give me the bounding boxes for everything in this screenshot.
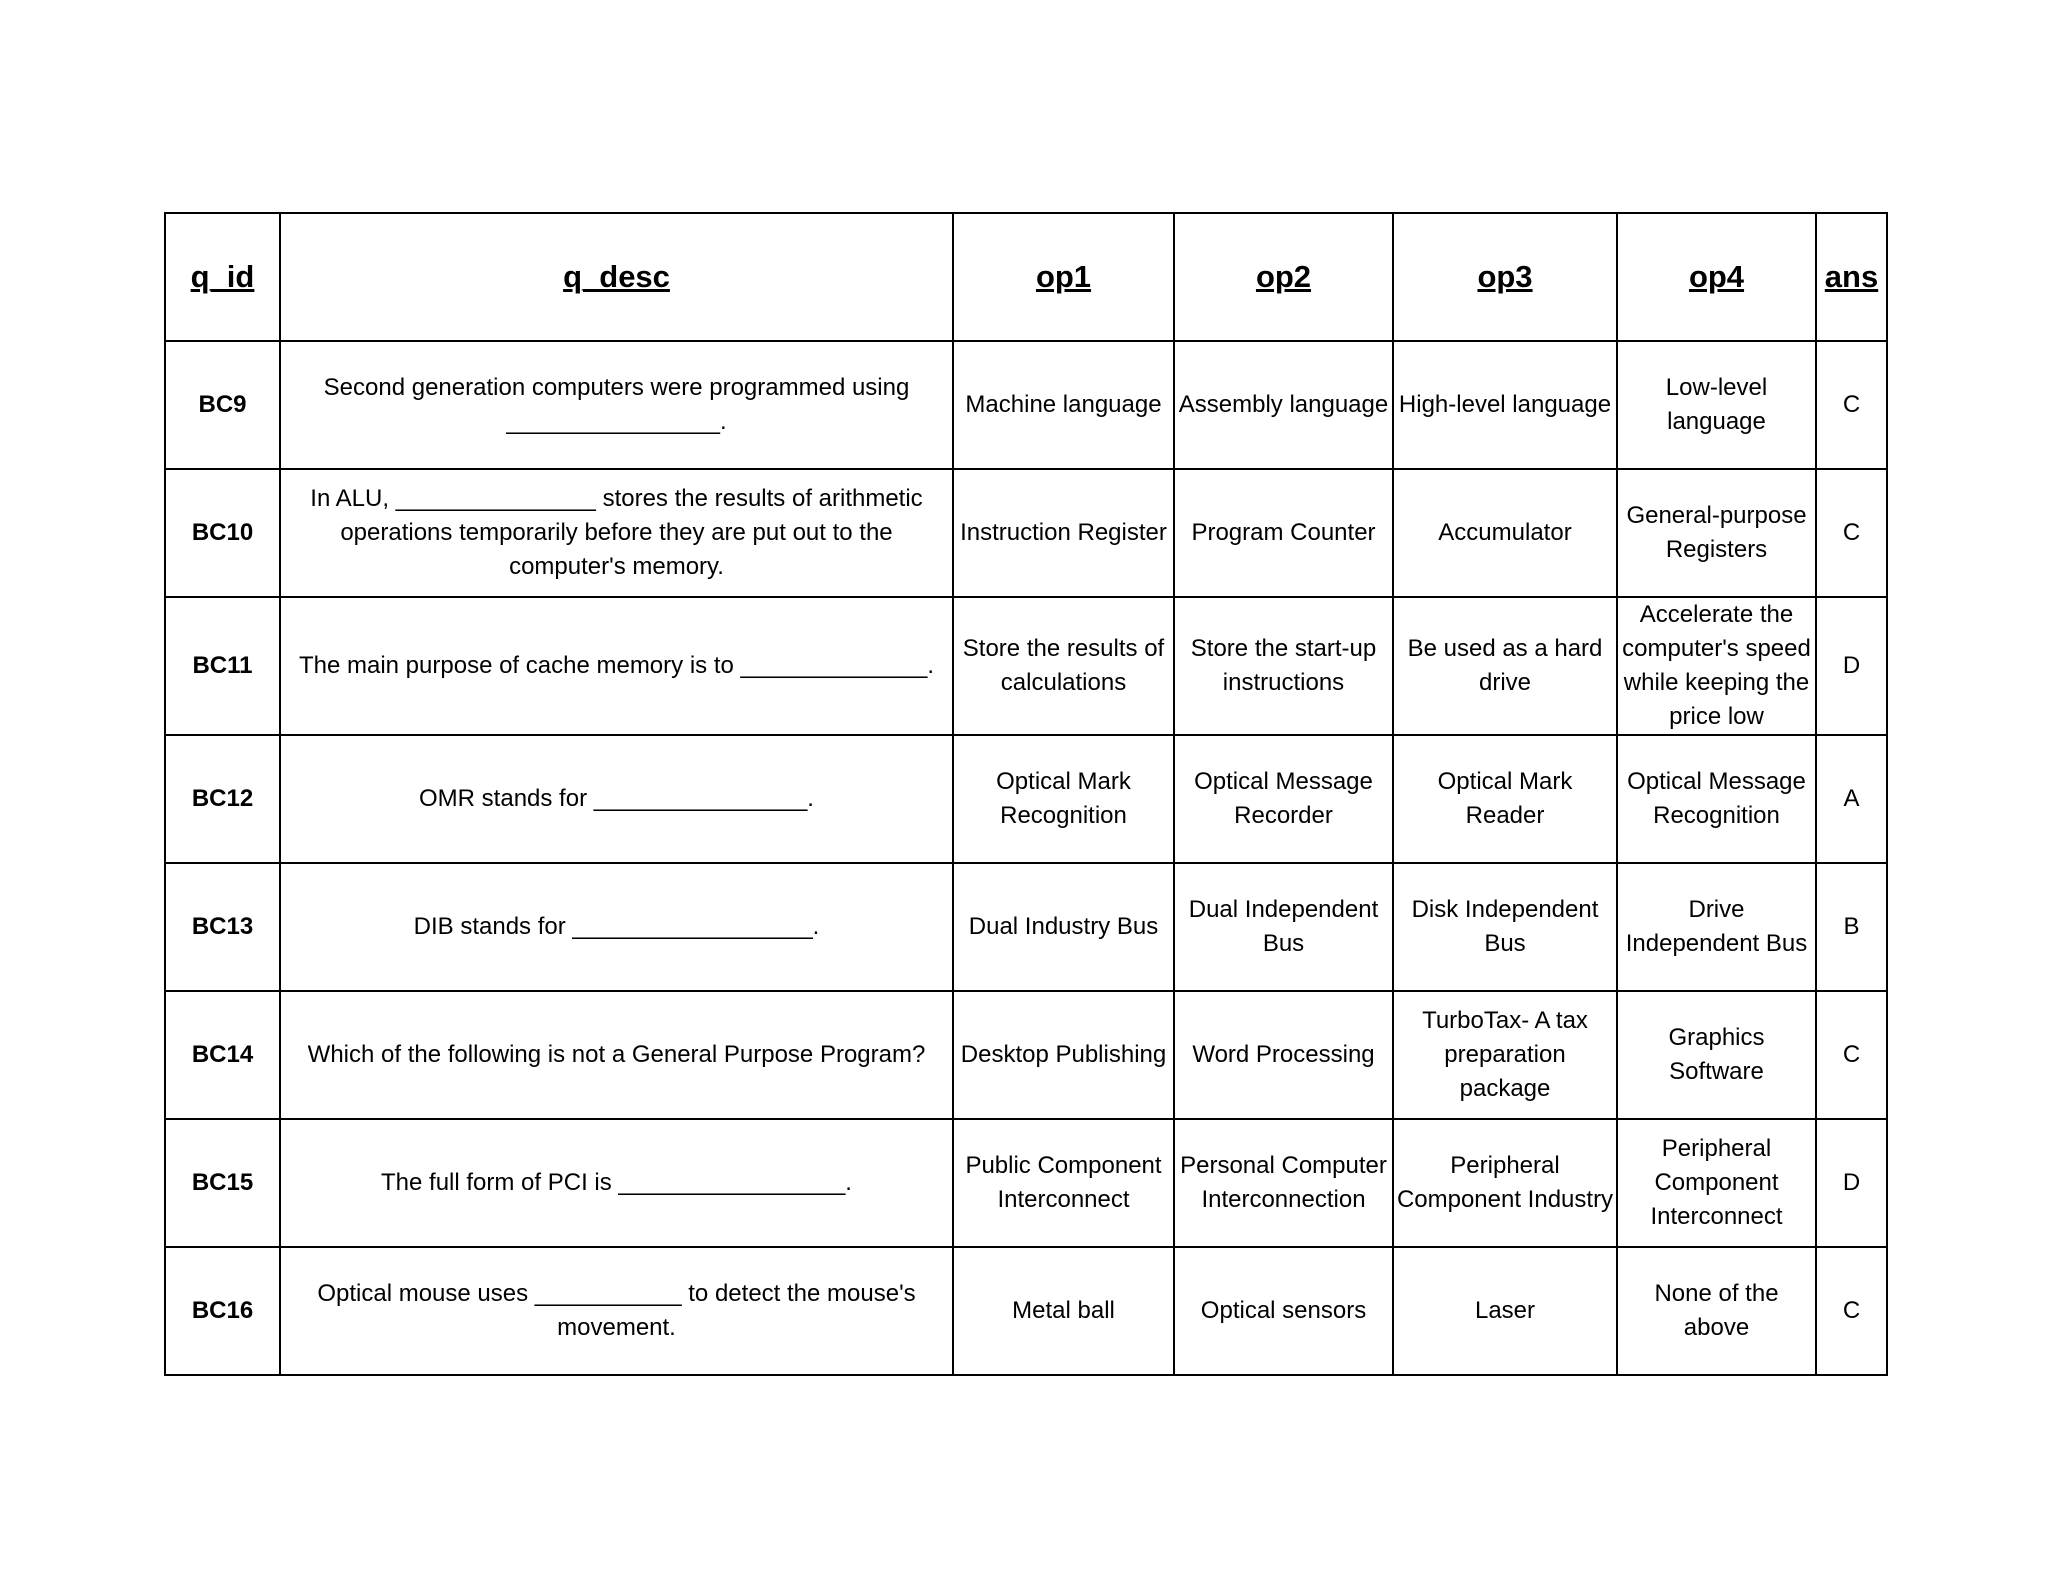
table-row [165, 469, 1887, 597]
op3-cell: Peripheral Component Industry [1393, 1119, 1617, 1247]
q-desc-cell: DIB stands for __________________. [280, 863, 953, 991]
op3-cell: Accumulator [1393, 469, 1617, 597]
op3-cell: Optical Mark Reader [1393, 735, 1617, 863]
op3-cell: Laser [1393, 1247, 1617, 1375]
ans-cell: C [1816, 991, 1887, 1119]
op2-cell: Dual Independent Bus [1174, 863, 1393, 991]
q-id-cell: BC9 [165, 341, 280, 469]
q-id-cell: BC15 [165, 1119, 280, 1247]
q-id-cell: BC12 [165, 735, 280, 863]
header-op4: op4 [1617, 213, 1816, 341]
op1-cell: Instruction Register [953, 469, 1174, 597]
op4-cell: Peripheral Component Interconnect [1617, 1119, 1816, 1247]
op1-cell: Desktop Publishing [953, 991, 1174, 1119]
header-ans: ans [1816, 213, 1887, 341]
op1-cell: Public Component Interconnect [953, 1119, 1174, 1247]
table-row [165, 597, 1887, 735]
op1-cell: Machine language [953, 341, 1174, 469]
q-desc-cell: In ALU, _______________ stores the results of arithmetic operations temporarily before they are put out to the computer's memory. [280, 469, 953, 597]
op4-cell: Low-level language [1617, 341, 1816, 469]
ans-cell: C [1816, 1247, 1887, 1375]
op3-cell: Be used as a hard drive [1393, 597, 1617, 735]
op1-cell: Dual Industry Bus [953, 863, 1174, 991]
header-op3: op3 [1393, 213, 1617, 341]
q-desc-cell: The main purpose of cache memory is to ______________. [280, 597, 953, 735]
op4-cell: Optical Message Recognition [1617, 735, 1816, 863]
op2-cell: Optical Message Recorder [1174, 735, 1393, 863]
ans-cell: B [1816, 863, 1887, 991]
question-table [164, 212, 1888, 1376]
header-q-id: q_id [165, 213, 280, 341]
q-desc-cell: Which of the following is not a General Purpose Program? [280, 991, 953, 1119]
q-id-cell: BC10 [165, 469, 280, 597]
op2-cell: Optical sensors [1174, 1247, 1393, 1375]
table-row [165, 1247, 1887, 1375]
q-desc-cell: OMR stands for ________________. [280, 735, 953, 863]
q-id-cell: BC13 [165, 863, 280, 991]
header-op2: op2 [1174, 213, 1393, 341]
q-desc-cell: Optical mouse uses ___________ to detect the mouse's movement. [280, 1247, 953, 1375]
header-q-desc: q_desc [280, 213, 953, 341]
op3-cell: High-level language [1393, 341, 1617, 469]
q-id-cell: BC14 [165, 991, 280, 1119]
op4-cell: General-purpose Registers [1617, 469, 1816, 597]
question-sheet [164, 212, 1886, 1365]
q-id-cell: BC11 [165, 597, 280, 735]
ans-cell: A [1816, 735, 1887, 863]
header-row [165, 213, 1887, 341]
q-desc-cell: Second generation computers were programmed using ________________. [280, 341, 953, 469]
ans-cell: C [1816, 341, 1887, 469]
op3-cell: Disk Independent Bus [1393, 863, 1617, 991]
header-op1: op1 [953, 213, 1174, 341]
table-row [165, 991, 1887, 1119]
op1-cell: Store the results of calculations [953, 597, 1174, 735]
op2-cell: Program Counter [1174, 469, 1393, 597]
op4-cell: Graphics Software [1617, 991, 1816, 1119]
op2-cell: Assembly language [1174, 341, 1393, 469]
op4-cell: Accelerate the computer's speed while keeping the price low [1617, 597, 1816, 735]
op1-cell: Metal ball [953, 1247, 1174, 1375]
op2-cell: Store the start-up instructions [1174, 597, 1393, 735]
op3-cell: TurboTax- A tax preparation package [1393, 991, 1617, 1119]
op4-cell: None of the above [1617, 1247, 1816, 1375]
ans-cell: D [1816, 1119, 1887, 1247]
table-row [165, 863, 1887, 991]
table-row [165, 735, 1887, 863]
table-row [165, 1119, 1887, 1247]
q-id-cell: BC16 [165, 1247, 280, 1375]
op2-cell: Word Processing [1174, 991, 1393, 1119]
ans-cell: D [1816, 597, 1887, 735]
q-desc-cell: The full form of PCI is _________________. [280, 1119, 953, 1247]
op4-cell: Drive Independent Bus [1617, 863, 1816, 991]
ans-cell: C [1816, 469, 1887, 597]
table-row [165, 341, 1887, 469]
op2-cell: Personal Computer Interconnection [1174, 1119, 1393, 1247]
op1-cell: Optical Mark Recognition [953, 735, 1174, 863]
